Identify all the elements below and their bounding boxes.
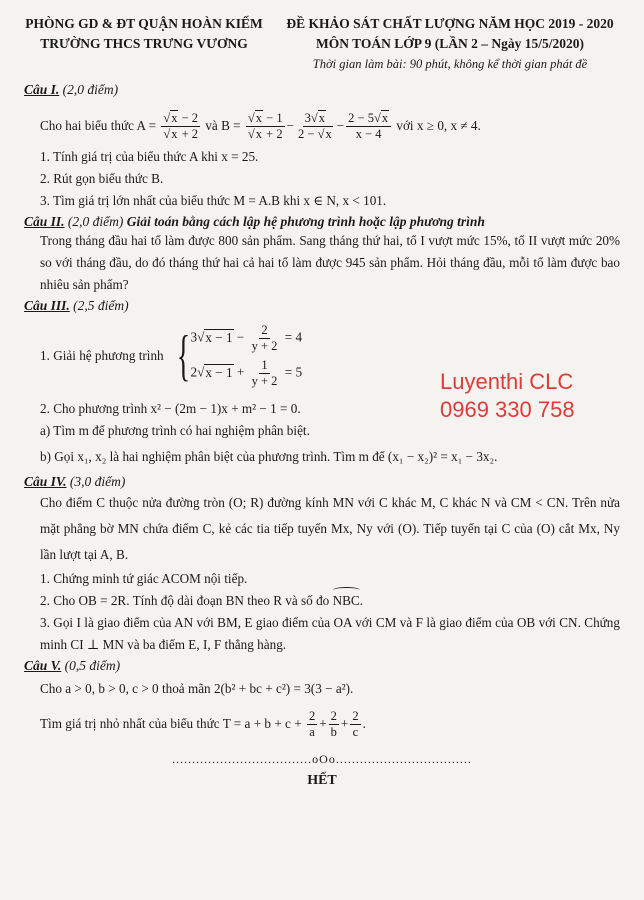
- section-3-points: (2,5 điểm): [73, 298, 129, 313]
- section-3-q1: 1. Giải hệ phương trình: [40, 348, 164, 363]
- watermark-line-1: Luyenthi CLC: [440, 369, 574, 394]
- section-5-p2: Tìm giá trị nhỏ nhất của biểu thức T = a + b + c + $\frac{2}{a}$ + $\frac{2}{b}$ + $\frac{2}{c}$ .: [40, 709, 366, 740]
- section-5-label: Câu V.: [24, 658, 62, 673]
- exam-time: Thời gian làm bài: 90 phút, không kể thời gian phát đề: [312, 57, 588, 71]
- section-3-title: [24, 298, 620, 314]
- section-3-label: Câu III.: [24, 298, 70, 313]
- section-4-q2-text: 2. Cho OB = 2R. Tính độ dài đoạn BN theo R và số đo: [40, 593, 330, 608]
- and-b: và B =: [205, 118, 241, 133]
- equation-system: [170, 323, 302, 389]
- section-1-q3: 3. Tìm giá trị lớn nhất của biểu thức M = A.B khi x ∈ N, x < 101.: [40, 193, 387, 208]
- header: [24, 14, 620, 74]
- school-name: TRƯỜNG THCS TRƯNG VƯƠNG: [40, 36, 248, 51]
- section-1-points: (2,0 điểm): [62, 82, 119, 97]
- footer-dots: ...................................oOo..................................: [172, 752, 472, 766]
- section-1-q1: 1. Tính giá trị của biểu thức A khi x = 25.: [40, 149, 259, 164]
- watermark: [440, 368, 575, 424]
- equation-2: 2√x − 1 + $\frac{1}{y + 2}$ = 5: [190, 358, 303, 388]
- section-1-q2: 2. Rút gọn biểu thức B.: [40, 171, 164, 186]
- section-4-q1: 1. Chứng minh tứ giác ACOM nội tiếp.: [40, 571, 248, 586]
- section-2-title: [24, 214, 620, 230]
- section-4-text: Cho điểm C thuộc nửa đường tròn (O; R) đường kính MN với C khác M, C khác N và CM < CN. Trên nửa mặt phẳng bờ MN chứa điểm C, kẻ các tia tiếp tuyến Mx, Ny với (O). Tiếp tuyến tại C của (O) cắt Mx, Ny lần lượt tại A, B.: [40, 495, 620, 562]
- section-1-label: Câu I.: [24, 82, 60, 97]
- intro-a: Cho hai biểu thức A =: [40, 118, 157, 133]
- section-3-qa: a) Tìm m để phương trình có hai nghiệm phân biệt.: [40, 423, 310, 438]
- section-5-points: (0,5 điểm): [64, 658, 121, 673]
- section-4-title: [24, 474, 620, 490]
- fraction-2b: $\frac{2}{b}$: [330, 709, 337, 740]
- fraction-a: $\frac{√x - 2}{√x + 2}$: [163, 111, 199, 142]
- section-5-p2-text: Tìm giá trị nhỏ nhất của biểu thức T = a + b + c +: [40, 716, 302, 731]
- brace-icon: {: [176, 325, 190, 387]
- section-4-q3: 3. Gọi I là giao điểm của AN với BM, E giao điểm của OA với CM và F là giao điểm của OB với CN. Chứng minh CI ⊥ MN và ba điểm E, I, F thẳng hàng.: [40, 615, 620, 652]
- section-3-qb: b) Gọi x₁, x₂ là hai nghiệm phân biệt của phương trình. Tìm m để (x₁ − x₂)² = x₁ − 3x₂.: [40, 449, 498, 464]
- fraction-b1: $\frac{√x - 1}{√x + 2}$: [247, 111, 283, 142]
- exam-subject: MÔN TOÁN LỚP 9 (LẦN 2 – Ngày 15/5/2020): [315, 36, 584, 51]
- footer-end: HẾT: [307, 773, 337, 788]
- section-2-points: (2,0 điểm): [67, 214, 124, 229]
- section-2-text: Trong tháng đầu hai tổ làm được 800 sản phẩm. Sang tháng thứ hai, tổ I vượt mức 15%, tổ II vượt mức 20% so với tháng đầu, do đó tháng thứ hai cả hai tổ làm được 945 sản phẩm. Hỏi tháng đầu, mỗi tổ làm được bao nhiêu sản phẩm?: [40, 233, 620, 292]
- arc-nbc: NBC: [333, 590, 360, 612]
- equation-1: 3√x − 1 − $\frac{2}{y + 2}$ = 4: [190, 323, 303, 353]
- section-1-expression: Cho hai biểu thức A = $\frac{√x - 2}{√x + 2}$ và B = $\frac{√x - 1}{√x + 2}$ − $\frac{3√x}{2 - √x}$ − $\frac{2 - 5√x}{x - 4}$ với x ≥ 0, x ≠ 4.: [40, 111, 481, 142]
- section-5-p1: Cho a > 0, b > 0, c > 0 thoả mãn 2(b² + bc + c²) = 3(3 − a²).: [40, 681, 354, 696]
- section-2-desc: Giải toán bằng cách lập hệ phương trình hoặc lập phương trình: [126, 214, 485, 229]
- section-2-label: Câu II.: [24, 214, 65, 229]
- condition: với x ≥ 0, x ≠ 4.: [396, 118, 481, 133]
- fraction-b3: $\frac{2 - 5√x}{x - 4}$: [346, 111, 391, 142]
- section-4-q2: [24, 590, 620, 612]
- section-4-points: (3,0 điểm): [69, 474, 126, 489]
- school-block: [24, 14, 264, 74]
- fraction-2a: $\frac{2}{a}$: [308, 709, 316, 740]
- section-4-q2-end: .: [359, 593, 363, 608]
- department-name: PHÒNG GD & ĐT QUẬN HOÀN KIẾM: [25, 16, 263, 31]
- exam-block: [280, 14, 620, 74]
- section-1-title: [24, 82, 620, 98]
- watermark-line-2: 0969 330 758: [440, 397, 575, 422]
- section-5-title: [24, 658, 620, 674]
- fraction-2c: $\frac{2}{c}$: [352, 709, 359, 740]
- section-4-label: Câu IV.: [24, 474, 67, 489]
- section-3-q2: 2. Cho phương trình x² − (2m − 1)x + m² − 1 = 0.: [40, 401, 301, 416]
- fraction-b2: $\frac{3√x}{2 - √x}$: [298, 111, 332, 142]
- exam-title: ĐỀ KHẢO SÁT CHẤT LƯỢNG NĂM HỌC 2019 - 2020: [286, 16, 614, 31]
